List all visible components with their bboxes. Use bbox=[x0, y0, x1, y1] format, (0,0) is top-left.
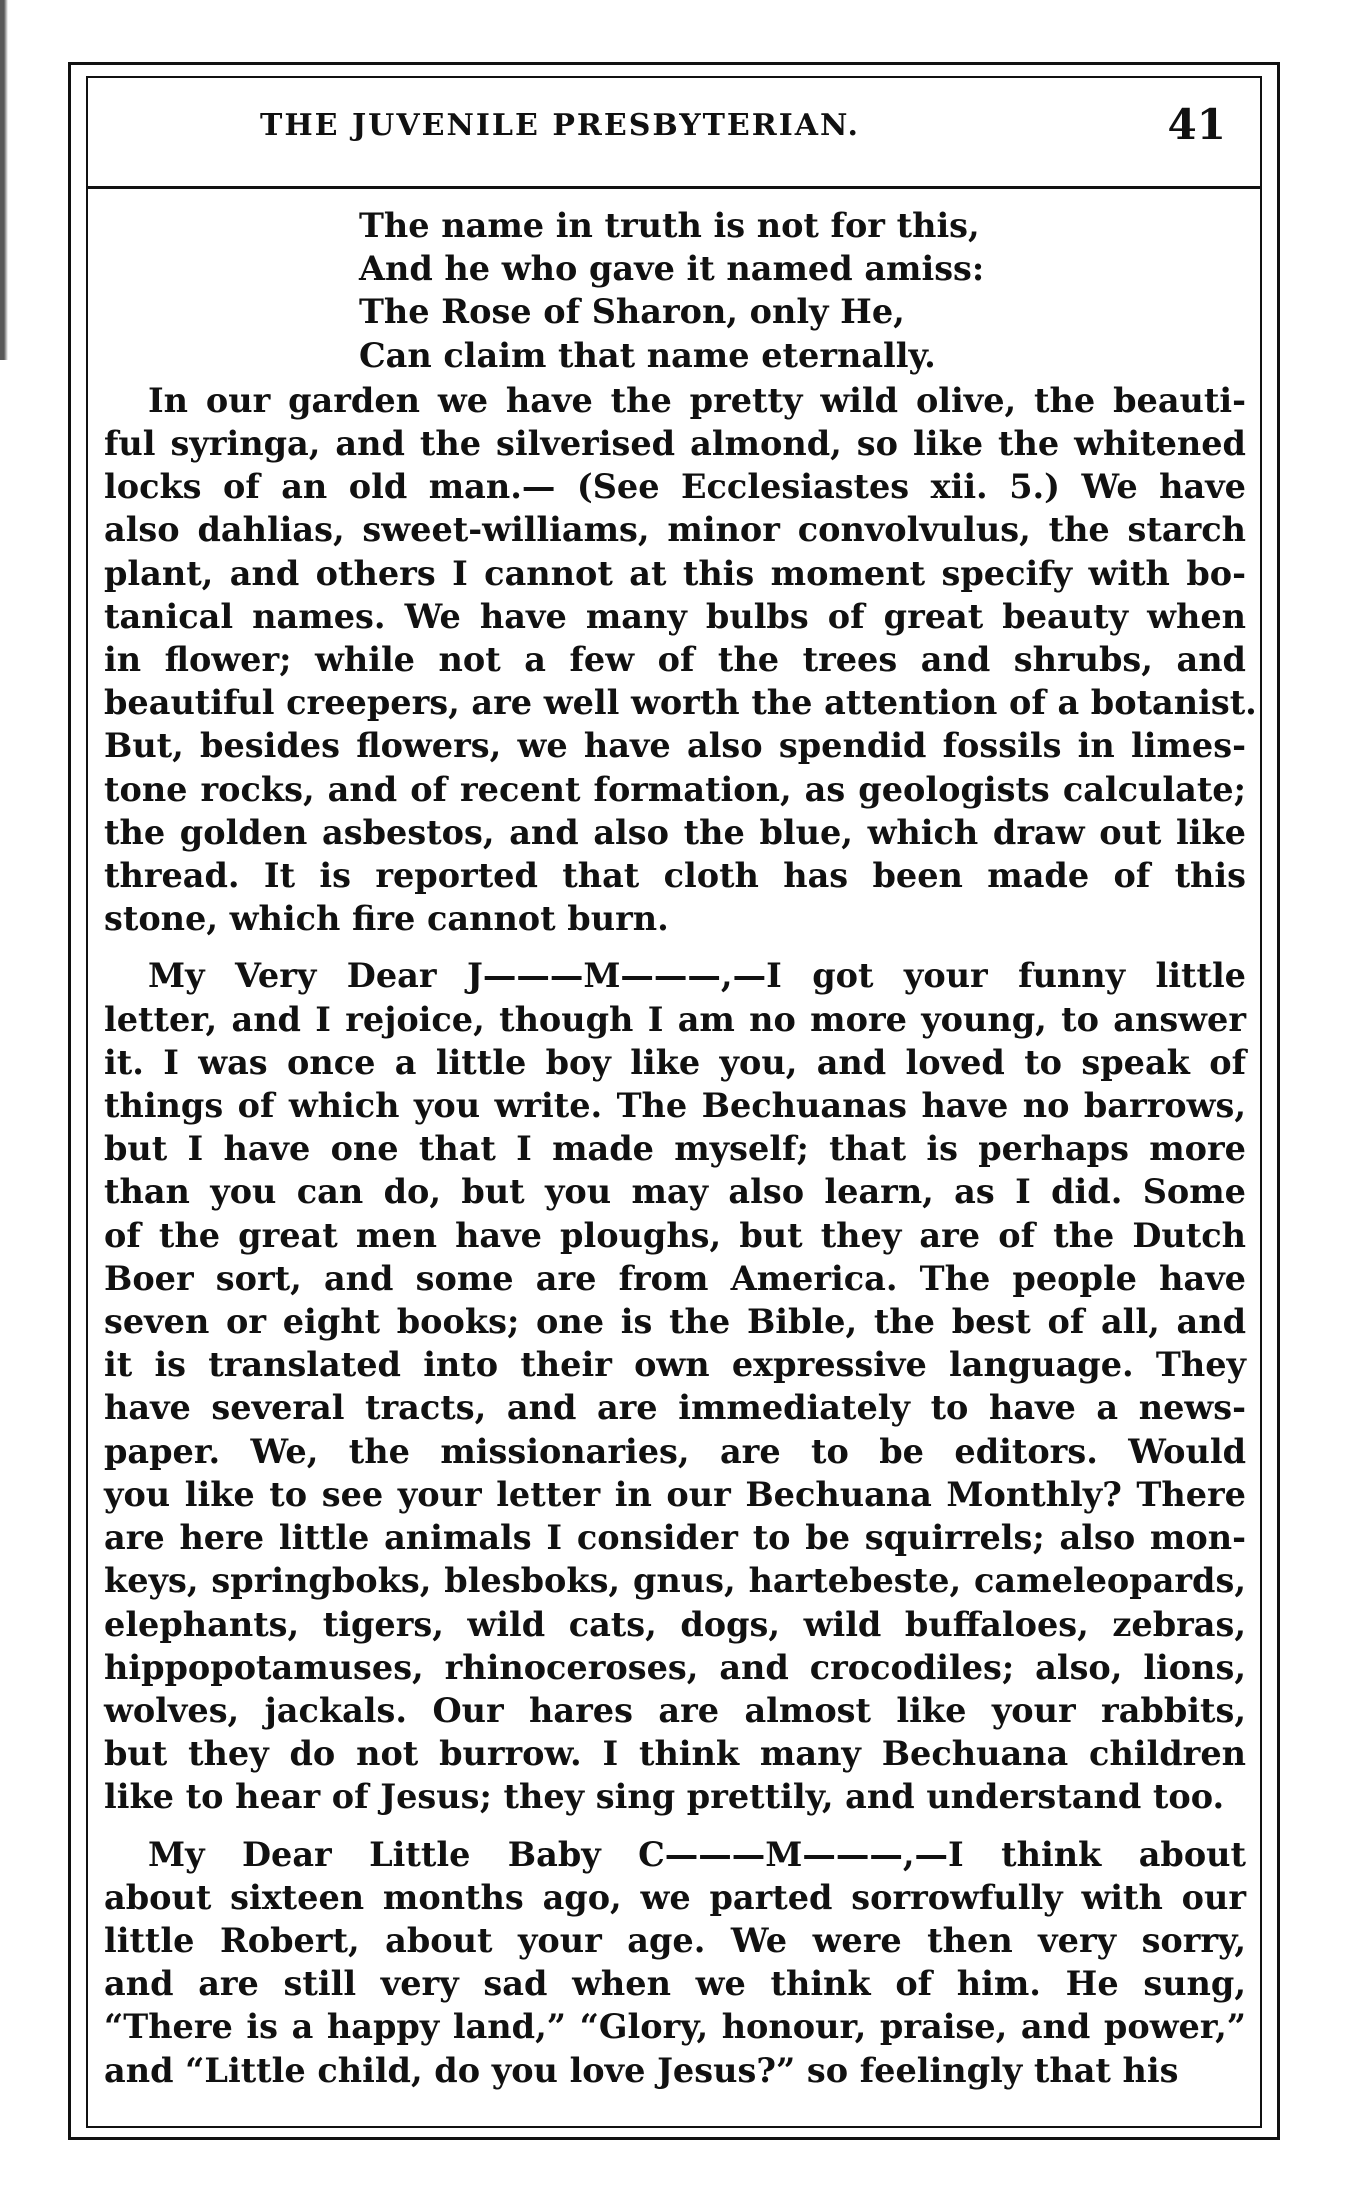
text-line: letter, and I rejoice, though I am no more young, to answer bbox=[104, 999, 1246, 1039]
paragraph-garden bbox=[104, 379, 1257, 941]
margin-scratch bbox=[0, 0, 12, 360]
poem-line: Can claim that name eternally. bbox=[359, 335, 936, 375]
text-line: locks of an old man.— (See Ecclesiastes xii. 5.) We have bbox=[104, 467, 1246, 507]
header-rule bbox=[86, 186, 1262, 189]
text-line: like to hear of Jesus; they sing prettily, and understand too. bbox=[104, 1777, 1225, 1817]
page-number: 41 bbox=[1167, 100, 1226, 149]
poem-line: The name in truth is not for this, bbox=[359, 206, 980, 245]
text-line: seven or eight books; one is the Bible, the best of all, and bbox=[104, 1302, 1246, 1342]
poem-line: The Rose of Sharon, only He, bbox=[359, 292, 905, 332]
text-line: in flower; while not a few of the trees and shrubs, and bbox=[104, 640, 1246, 680]
text-line: you like to see your letter in our Bechuana Monthly? There bbox=[104, 1474, 1246, 1514]
text-line: hippopotamuses, rhinoceroses, and crocodiles; also, lions, bbox=[104, 1647, 1246, 1687]
text-line: ful syringa, and the silverised almond, so like the whitened bbox=[104, 424, 1246, 464]
text-line: it is translated into their own expressive language. They bbox=[104, 1345, 1246, 1385]
text-line: elephants, tigers, wild cats, dogs, wild buffaloes, zebras, bbox=[104, 1604, 1246, 1644]
text-line: little Robert, about your age. We were then very sorry, bbox=[104, 1920, 1246, 1960]
text-line: But, besides flowers, we have also spendid fossils in limes- bbox=[104, 726, 1246, 766]
text-line: and “Little child, do you love Jesus?” so feelingly that his bbox=[104, 2050, 1179, 2090]
text-line: In our garden we have the pretty wild olive, the beauti- bbox=[148, 380, 1246, 420]
text-line: tone rocks, and of recent formation, as geologists calculate; bbox=[104, 769, 1246, 809]
text-line: it. I was once a little boy like you, and loved to speak of bbox=[104, 1042, 1246, 1082]
paragraph-letter-baby bbox=[104, 1833, 1246, 2092]
text-line: stone, which fire cannot burn. bbox=[104, 899, 669, 939]
running-header bbox=[100, 92, 1250, 172]
text-line: of the great men have ploughs, but they are of the Dutch bbox=[104, 1215, 1246, 1255]
poem-stanza bbox=[359, 204, 1246, 377]
text-line: but I have one that I made myself; that is perhaps more bbox=[104, 1129, 1246, 1169]
paragraph-letter-j-m bbox=[104, 954, 1246, 1818]
text-line: things of which you write. The Bechuanas have no barrows, bbox=[104, 1086, 1246, 1126]
text-line: paper. We, the missionaries, are to be editors. Would bbox=[104, 1431, 1246, 1471]
text-line: plant, and others I cannot at this moment specify with bo- bbox=[104, 553, 1246, 593]
text-line: keys, springboks, blesboks, gnus, hartebeste, cameleopards, bbox=[104, 1561, 1246, 1601]
text-line: about sixteen months ago, we parted sorrowfully with our bbox=[104, 1877, 1246, 1917]
text-line: My Dear Little Baby C———M———,—I think about bbox=[148, 1834, 1246, 1874]
text-line: are here little animals I consider to be squirrels; also mon- bbox=[104, 1518, 1246, 1558]
text-line: have several tracts, and are immediately to have a news- bbox=[104, 1388, 1246, 1428]
poem-line: And he who gave it named amiss: bbox=[359, 249, 985, 289]
text-line: the golden asbestos, and also the blue, which draw out like bbox=[104, 812, 1246, 852]
text-line: and are still very sad when we think of him. He sung, bbox=[104, 1964, 1246, 2004]
text-line: “There is a happy land,” “Glory, honour, praise, and power,” bbox=[104, 2007, 1246, 2047]
text-line: wolves, jackals. Our hares are almost like your rabbits, bbox=[104, 1690, 1246, 1730]
running-title: THE JUVENILE PRESBYTERIAN. bbox=[260, 108, 860, 143]
text-line: but they do not burrow. I think many Bechuana children bbox=[104, 1734, 1246, 1774]
article-body bbox=[104, 204, 1257, 2092]
text-line: beautiful creepers, are well worth the attention of a botanist. bbox=[104, 683, 1257, 723]
text-line: thread. It is reported that cloth has been made of this bbox=[104, 856, 1246, 896]
text-line: than you can do, but you may also learn, as I did. Some bbox=[104, 1172, 1246, 1212]
text-line: Boer sort, and some are from America. The people have bbox=[104, 1258, 1246, 1298]
text-line: tanical names. We have many bulbs of great beauty when bbox=[104, 596, 1246, 636]
text-line: My Very Dear J———M———,—I got your funny little bbox=[148, 956, 1246, 996]
text-line: also dahlias, sweet-williams, minor convolvulus, the starch bbox=[104, 510, 1246, 550]
